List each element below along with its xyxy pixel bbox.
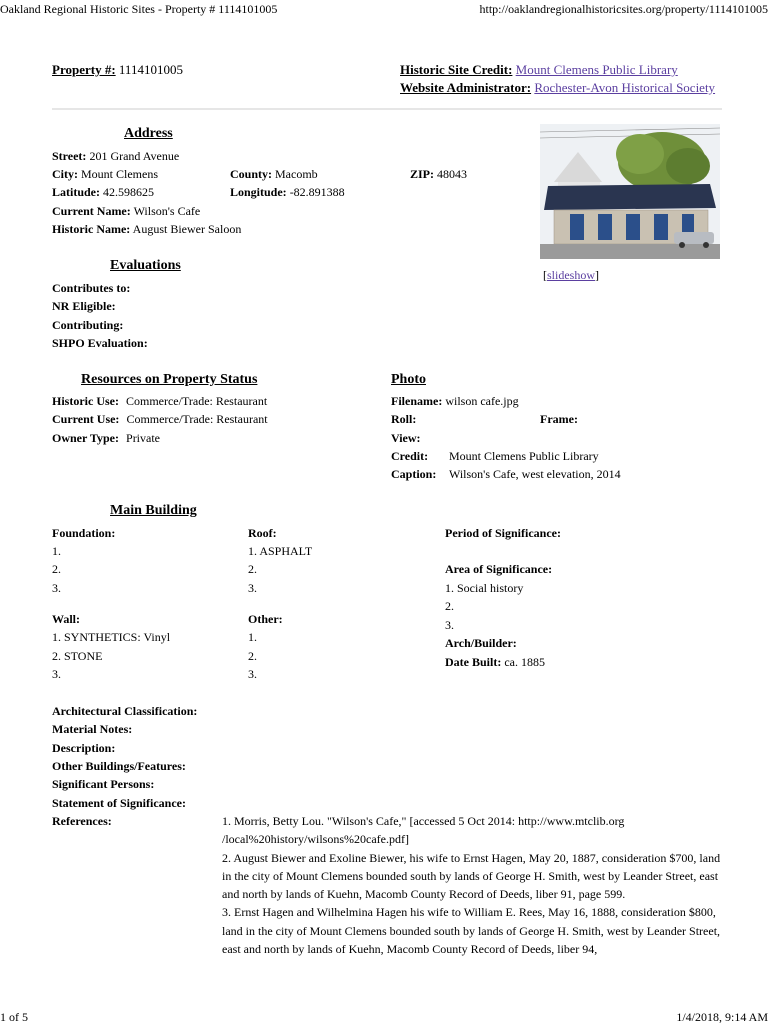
wall-item: 1. SYNTHETICS: Vinyl bbox=[52, 630, 171, 644]
frame-label: Frame: bbox=[540, 412, 578, 426]
other-item: 1. bbox=[248, 630, 257, 644]
building-photo-image bbox=[540, 124, 720, 259]
area-item: 1. Social history bbox=[445, 581, 524, 595]
current-name-row bbox=[52, 204, 200, 219]
filename-row bbox=[391, 394, 519, 409]
street-label: Street: bbox=[52, 149, 87, 163]
roll-label: Roll: bbox=[391, 412, 417, 426]
caption-value: Wilson's Cafe, west elevation, 2014 bbox=[449, 467, 621, 481]
period-of-significance-label: Period of Significance: bbox=[445, 526, 561, 540]
print-page-title: Oakland Regional Historic Sites - Property # 1114101005 bbox=[0, 2, 278, 16]
website-admin-row bbox=[400, 80, 715, 96]
latitude-label: Latitude: bbox=[52, 185, 100, 199]
city-row bbox=[52, 167, 158, 182]
significant-persons-label: Significant Persons: bbox=[52, 777, 155, 791]
roof-item: 2. bbox=[248, 562, 257, 576]
city-value: Mount Clemens bbox=[81, 167, 158, 181]
page-counter: 1 of 5 bbox=[0, 1010, 28, 1024]
references-label: References: bbox=[52, 814, 112, 828]
date-built-row bbox=[445, 655, 545, 670]
admin-label: Website Administrator: bbox=[400, 80, 532, 95]
slideshow-bracket-open: [ bbox=[543, 268, 547, 282]
nr-eligible-label: NR Eligible: bbox=[52, 299, 116, 313]
county-value: Macomb bbox=[275, 167, 318, 181]
property-number: 1114101005 bbox=[118, 62, 183, 77]
property-label: Property #: bbox=[52, 62, 116, 77]
material-notes-label: Material Notes: bbox=[52, 722, 133, 736]
property-photo[interactable] bbox=[540, 124, 720, 259]
city-label: City: bbox=[52, 167, 78, 181]
main-building-heading: Main Building bbox=[110, 503, 197, 518]
area-item: 2. bbox=[445, 599, 454, 613]
zip-row bbox=[410, 167, 467, 182]
current-use-row bbox=[52, 412, 268, 427]
longitude-value: -82.891388 bbox=[289, 185, 345, 199]
historic-use-row bbox=[52, 394, 267, 409]
photo-credit-value: Mount Clemens Public Library bbox=[449, 449, 599, 463]
historic-name-row bbox=[52, 222, 241, 237]
reference-item: 3. Ernst Hagen and Wilhelmina Hagen his wife to William E. Rees, May 16, 1888, consideration $800, land in the city of Mount Clemens bounded south by lands of George H. Smith, west by Leander Street, east and north by lands of Kuehn, Macomb County Record of Deeds, liber 94, bbox=[222, 905, 721, 957]
area-of-significance-label: Area of Significance: bbox=[445, 562, 553, 576]
current-use-value: Commerce/Trade: Restaurant bbox=[126, 412, 268, 426]
references-list bbox=[222, 812, 722, 958]
resources-heading: Resources on Property Status bbox=[81, 372, 258, 387]
reference-item: 2. August Biewer and Exoline Biewer, his wife to Ernst Hagen, May 20, 1887, consideration $700, land in the city of Mount Clemens bounded south by lands of George H. Smith, west by Leander Street, east and north by lands of Kuehn, Macomb County Record of Deeds, liber 91, page 599. bbox=[222, 850, 721, 902]
street-value: 201 Grand Avenue bbox=[89, 149, 180, 163]
description-label: Description: bbox=[52, 741, 116, 755]
current-name-value: Wilson's Cafe bbox=[133, 204, 201, 218]
admin-link[interactable]: Rochester-Avon Historical Society bbox=[534, 80, 716, 95]
latitude-row bbox=[52, 185, 154, 200]
longitude-row bbox=[230, 185, 345, 200]
filename-value: wilson cafe.jpg bbox=[445, 394, 519, 408]
wall-item: 2. STONE bbox=[52, 649, 103, 663]
historic-use-value: Commerce/Trade: Restaurant bbox=[125, 394, 268, 408]
other-buildings-label: Other Buildings/Features: bbox=[52, 759, 186, 773]
slideshow-link[interactable]: slideshow bbox=[547, 268, 595, 282]
other-item: 2. bbox=[248, 649, 257, 663]
historic-use-label: Historic Use: bbox=[52, 394, 119, 408]
owner-type-row bbox=[52, 431, 160, 446]
wall-item: 3. bbox=[52, 667, 61, 681]
historic-name-value: August Biewer Saloon bbox=[132, 222, 242, 236]
current-name-label: Current Name: bbox=[52, 204, 131, 218]
owner-type-label: Owner Type: bbox=[52, 431, 120, 445]
county-row bbox=[230, 167, 318, 182]
reference-item: 1. Morris, Betty Lou. "Wilson's Cafe," [accessed 5 Oct 2014: http://www.mtclib.org /local%20history/wilsons%20cafe.pdf] bbox=[222, 814, 625, 847]
date-built-label: Date Built: bbox=[445, 655, 502, 669]
wall-label: Wall: bbox=[52, 612, 81, 626]
contributing-label: Contributing: bbox=[52, 318, 124, 332]
slideshow-bracket-close: ] bbox=[595, 268, 599, 282]
county-label: County: bbox=[230, 167, 273, 181]
owner-type-value: Private bbox=[126, 431, 161, 445]
filename-label: Filename: bbox=[391, 394, 443, 408]
other-label: Other: bbox=[248, 612, 283, 626]
foundation-label: Foundation: bbox=[52, 526, 116, 540]
other-item: 3. bbox=[248, 667, 257, 681]
credit-label: Historic Site Credit: bbox=[400, 62, 513, 77]
caption-label: Caption: bbox=[391, 467, 437, 481]
property-number-row bbox=[52, 62, 183, 78]
latitude-value: 42.598625 bbox=[103, 185, 154, 199]
view-label: View: bbox=[391, 431, 421, 445]
photo-credit-label: Credit: bbox=[391, 449, 429, 463]
roof-item: 3. bbox=[248, 581, 257, 595]
print-datetime: 1/4/2018, 9:14 AM bbox=[676, 1010, 768, 1024]
historic-site-credit-row bbox=[400, 62, 678, 78]
statement-of-significance-label: Statement of Significance: bbox=[52, 796, 186, 810]
print-page-url: http://oaklandregionalhistoricsites.org/property/1114101005 bbox=[479, 2, 768, 16]
contributes-to-label: Contributes to: bbox=[52, 281, 131, 295]
foundation-item: 2. bbox=[52, 562, 61, 576]
shpo-evaluation-label: SHPO Evaluation: bbox=[52, 336, 148, 350]
slideshow-link-row bbox=[543, 268, 599, 283]
longitude-label: Longitude: bbox=[230, 185, 287, 199]
zip-label: ZIP: bbox=[410, 167, 434, 181]
arch-builder-label: Arch/Builder: bbox=[445, 636, 517, 650]
zip-value: 48043 bbox=[437, 167, 467, 181]
foundation-item: 3. bbox=[52, 581, 61, 595]
address-heading: Address bbox=[124, 126, 173, 141]
photo-heading: Photo bbox=[391, 372, 426, 387]
header-divider bbox=[52, 108, 722, 110]
current-use-label: Current Use: bbox=[52, 412, 120, 426]
area-item: 3. bbox=[445, 618, 454, 632]
evaluations-heading: Evaluations bbox=[110, 258, 181, 273]
historic-name-label: Historic Name: bbox=[52, 222, 131, 236]
architectural-classification-label: Architectural Classification: bbox=[52, 704, 198, 718]
foundation-item: 1. bbox=[52, 544, 61, 558]
roof-label: Roof: bbox=[248, 526, 277, 540]
roof-item: 1. ASPHALT bbox=[248, 544, 313, 558]
date-built-value: ca. 1885 bbox=[504, 655, 545, 669]
credit-link[interactable]: Mount Clemens Public Library bbox=[515, 62, 678, 77]
street-row bbox=[52, 149, 179, 164]
